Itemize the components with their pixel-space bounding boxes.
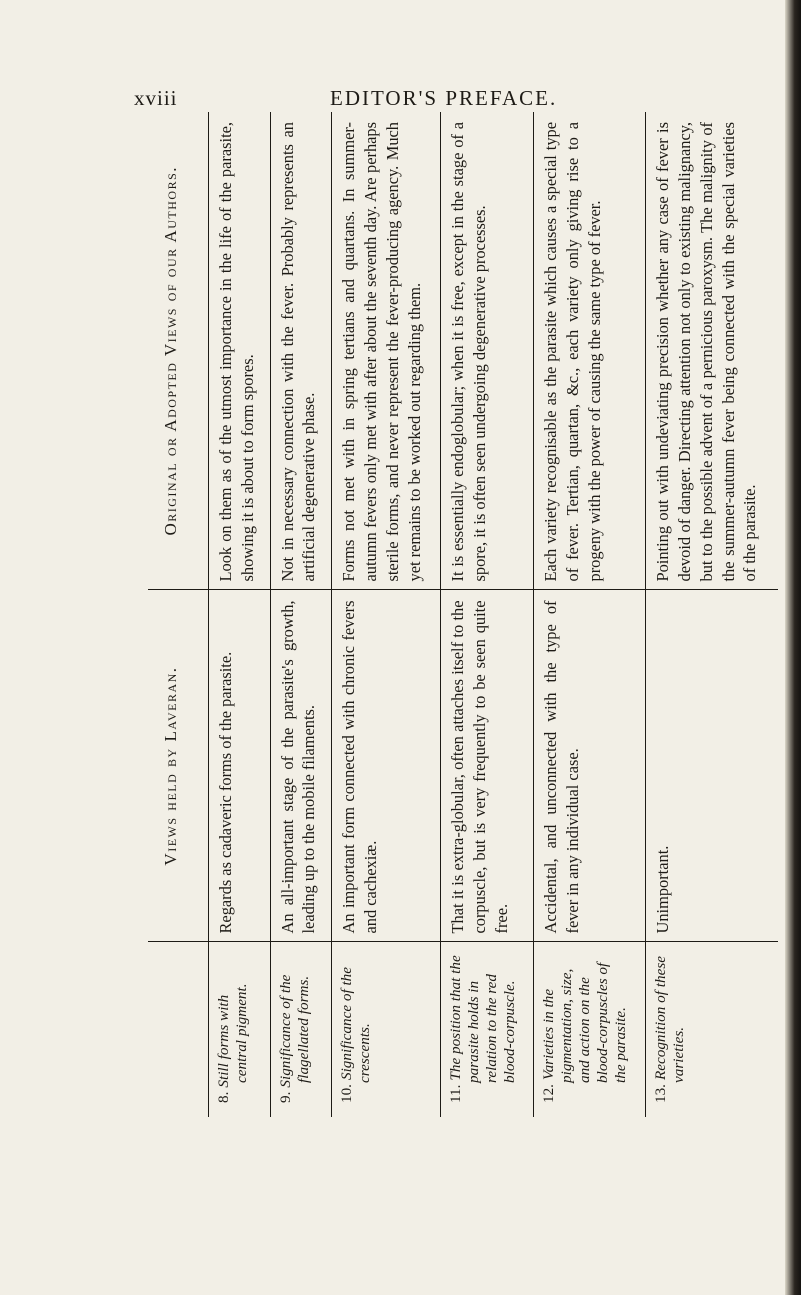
authors-view: Each variety recognisable as the parasite which causes a special type of fever. Tertian, quartan, &c., each variety only giving rise to a progeny with the power of causing the same type of fever. bbox=[540, 122, 604, 582]
topic-cell bbox=[332, 942, 441, 1117]
table-header-row bbox=[148, 112, 209, 1117]
topic-text: The position that the parasite holds in relation to the red blood-corpuscle. bbox=[447, 955, 519, 1083]
laveran-cell bbox=[270, 590, 332, 942]
authors-cell bbox=[441, 112, 534, 590]
topic-cell bbox=[533, 942, 645, 1117]
topic-text: Still forms with central pigment. bbox=[215, 983, 250, 1088]
row-number: 13. bbox=[652, 1084, 670, 1103]
table-row bbox=[533, 112, 645, 1117]
authors-view: Not in necessary connection with the fever. Probably represents an artificial degenerative phase. bbox=[277, 122, 319, 582]
authors-cell bbox=[533, 112, 645, 590]
authors-view: Pointing out with undeviating precision whether any case of fever is devoid of danger. Directing attention not only to existing malignancy, but to the possible advent of a pernicious paroxysm. The malignity of the summer-autumn fever being connected with the special varieties of the parasite. bbox=[653, 122, 760, 582]
topic-cell bbox=[270, 942, 332, 1117]
comparison-table-frame bbox=[148, 112, 801, 1103]
row-number: 9. bbox=[276, 1091, 294, 1103]
topic-cell bbox=[209, 942, 271, 1117]
topic-text: Recognition of these varieties. bbox=[652, 956, 688, 1083]
row-number: 11. bbox=[447, 1084, 465, 1103]
topic-column-header bbox=[148, 942, 209, 1117]
laveran-cell bbox=[441, 590, 534, 942]
topic-text: Varieties in the pigmentation, size, and action on the blood-corpuscles of the parasite. bbox=[539, 962, 629, 1083]
comparison-table bbox=[148, 112, 778, 1117]
authors-cell bbox=[332, 112, 441, 590]
topic-text: Significance of the flagellated forms. bbox=[276, 974, 312, 1088]
authors-column-header: Original or Adopted Views of our Authors. bbox=[148, 112, 209, 590]
row-number: 10. bbox=[338, 1084, 356, 1103]
laveran-cell bbox=[646, 590, 778, 942]
page-header bbox=[0, 0, 801, 112]
laveran-cell bbox=[533, 590, 645, 942]
authors-view: Forms not met with in spring tertians and quartans. In summer-autumn fevers only met with after about the seventh day. Are perhaps sterile forms, and never represent the fever-producing agency. Much yet remains to be worked out regarding them. bbox=[339, 122, 424, 582]
authors-cell bbox=[270, 112, 332, 590]
table-row bbox=[646, 112, 778, 1117]
authors-view: Look on them as of the utmost importance in the life of the parasite, showing it is about to form spores. bbox=[216, 122, 257, 582]
laveran-view: That it is extra-globular, often attaches itself to the corpuscle, but is very frequently to be seen quite free. bbox=[448, 600, 511, 934]
authors-view: It is essentially endoglobular; when it is free, except in the stage of a spore, it is often seen undergoing degenerative processes. bbox=[448, 122, 490, 582]
table-row bbox=[270, 112, 332, 1117]
row-number: 12. bbox=[539, 1084, 557, 1103]
table-row bbox=[441, 112, 534, 1117]
laveran-cell bbox=[209, 590, 271, 942]
laveran-view: Unimportant. bbox=[653, 845, 673, 934]
topic-cell bbox=[646, 942, 778, 1117]
authors-cell bbox=[209, 112, 271, 590]
laveran-view: An important form connected with chronic fevers and cachexiæ. bbox=[339, 600, 381, 934]
table-row bbox=[209, 112, 271, 1117]
table-row bbox=[332, 112, 441, 1117]
running-head: EDITOR'S PREFACE. bbox=[330, 86, 558, 110]
authors-cell bbox=[646, 112, 778, 590]
topic-cell bbox=[441, 942, 534, 1117]
row-number: 8. bbox=[215, 1091, 232, 1103]
topic-text: Significance of the crescents. bbox=[338, 966, 374, 1083]
laveran-view: An all-important stage of the parasite's growth, leading up to the mobile filaments. bbox=[277, 600, 319, 934]
laveran-cell bbox=[332, 590, 441, 942]
laveran-column-header: Views held by Laveran. bbox=[148, 590, 209, 942]
laveran-view: Regards as cadaveric forms of the parasite. bbox=[216, 651, 235, 934]
page-number: xviii bbox=[134, 86, 178, 110]
laveran-view: Accidental, and unconnected with the type of fever in any individual case. bbox=[540, 600, 582, 934]
